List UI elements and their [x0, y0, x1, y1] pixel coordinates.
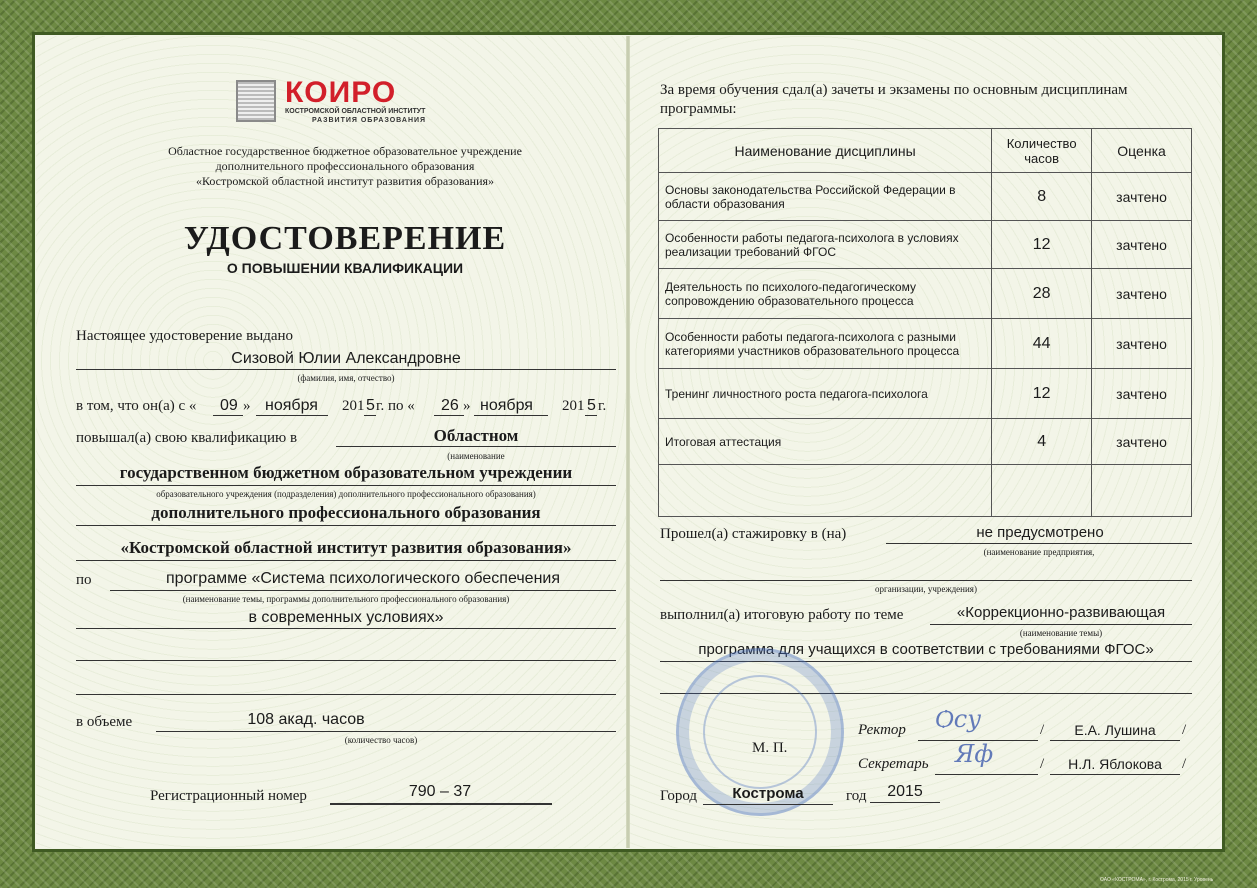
secretary-name: Н.Л. Яблокова	[1068, 756, 1162, 772]
secretary-label: Секретарь	[858, 756, 929, 772]
recipient-caption: (фамилия, имя, отчество)	[297, 373, 395, 383]
final-work-line-1: «Коррекционно-развивающая	[956, 604, 1166, 621]
exams-intro-2: программы:	[660, 101, 737, 117]
stamp-place-mp: М. П.	[752, 740, 788, 756]
table-row	[659, 319, 1192, 369]
internship-value: не предусмотрено	[976, 524, 1104, 541]
city-value: Кострома	[732, 785, 804, 802]
reg-label: Регистрационный номер	[150, 788, 307, 804]
institution-line-3: «Костромской областной институт развития образования»	[195, 174, 495, 188]
header-grade: Оценка	[1092, 129, 1192, 173]
year-value: 2015	[887, 783, 923, 800]
internship-caption-1: (наименование предприятия,	[983, 547, 1095, 557]
year-label: год	[846, 788, 867, 804]
start-month: ноября	[265, 397, 318, 414]
end-year-suffix: 5	[587, 397, 596, 414]
program-line-2: в современных условиях»	[248, 609, 444, 626]
discipline-grade: зачтено	[1092, 419, 1192, 465]
start-year-prefix: 201	[342, 398, 365, 414]
end-year-prefix: 201	[562, 398, 585, 414]
end-day: 26	[441, 397, 459, 414]
discipline-name: Тренинг личностного роста педагога-психолога	[659, 369, 992, 419]
discipline-hours: 8	[992, 173, 1092, 221]
logo-line-2: РАЗВИТИЯ ОБРАЗОВАНИЯ	[312, 117, 427, 124]
program-label: по	[76, 572, 92, 588]
volume-value: 108 акад. часов	[247, 711, 365, 728]
table-row-empty	[659, 465, 1192, 517]
start-day-close: »	[243, 398, 251, 414]
internship-label: Прошел(а) стажировку в (на)	[660, 526, 847, 542]
discipline-hours: 44	[992, 319, 1092, 369]
start-day: 09	[220, 397, 238, 414]
discipline-grade: зачтено	[1092, 369, 1192, 419]
institution-line-2: дополнительного профессионального образования	[215, 159, 475, 173]
discipline-grade: зачтено	[1092, 221, 1192, 269]
table-header-row	[659, 129, 1192, 173]
table-row	[659, 269, 1192, 319]
end-day-close: »	[463, 398, 471, 414]
volume-caption: (количество часов)	[344, 735, 418, 745]
document-subtitle: О ПОВЫШЕНИИ КВАЛИФИКАЦИИ	[226, 260, 464, 276]
discipline-hours: 28	[992, 269, 1092, 319]
table-row	[659, 369, 1192, 419]
org-line-2: государственном бюджетном образовательном учреждении	[119, 463, 573, 482]
document-title: УДОСТОВЕРЕНИЕ	[183, 220, 507, 257]
org-line-3: дополнительного профессионального образования	[151, 503, 541, 522]
end-month: ноября	[480, 397, 533, 414]
end-year-g: г.	[598, 398, 607, 414]
table-row	[659, 221, 1192, 269]
org-caption-1: (наименование	[447, 451, 505, 461]
discipline-name: Особенности работы педагога-психолога в условиях реализации требований ФГОС	[659, 221, 992, 269]
discipline-grade: зачтено	[1092, 319, 1192, 369]
program-line-1: программе «Система психологического обеспечения	[166, 570, 560, 587]
discipline-hours: 4	[992, 419, 1092, 465]
org-line-1: Областном	[433, 426, 519, 445]
final-work-caption: (наименование темы)	[1019, 628, 1103, 638]
issued-to-label: Настоящее удостоверение выдано	[76, 328, 294, 344]
period-prefix: в том, что он(а) с «	[76, 398, 197, 414]
start-year-suffix: 5	[366, 397, 375, 414]
recipient-name: Сизовой Юлии Александровне	[231, 350, 461, 367]
printer-imprint: ОАО «КОСТРОМА», г. Кострома, 2015 г. Уровень	[1100, 877, 1214, 883]
logo-name: КОИРО	[285, 76, 397, 109]
volume-label: в объеме	[76, 714, 133, 730]
discipline-name: Деятельность по психолого-педагогическому сопровождению образовательного процесса	[659, 269, 992, 319]
header-discipline: Наименование дисциплины	[659, 129, 992, 173]
logo-line-1: КОСТРОМСКОЙ ОБЛАСТНОЙ ИНСТИТУТ	[285, 108, 426, 115]
discipline-grade: зачтено	[1092, 269, 1192, 319]
discipline-hours: 12	[992, 369, 1092, 419]
logo-icon	[236, 80, 276, 122]
internship-caption-2: организации, учреждения)	[875, 584, 977, 594]
final-work-label: выполнил(а) итоговую работу по теме	[660, 607, 904, 623]
secretary-signature: Яф	[955, 740, 994, 768]
discipline-name: Особенности работы педагога-психолога с разными категориями участников образовательного процесса	[659, 319, 992, 369]
discipline-name: Основы законодательства Российской Федерации в области образования	[659, 173, 992, 221]
org-caption-2: образовательного учреждения (подразделения) дополнительного профессионального образования)	[156, 489, 536, 499]
exams-intro-1: За время обучения сдал(а) зачеты и экзамены по основным дисциплинам	[660, 82, 1128, 98]
disciplines-table	[658, 128, 1192, 517]
rector-name: Е.А. Лушина	[1074, 722, 1156, 738]
qualification-label: повышал(а) свою квалификацию в	[76, 430, 298, 446]
header-hours: Количество часов	[992, 129, 1092, 173]
discipline-hours: 12	[992, 221, 1092, 269]
org-line-4: «Костромской областной институт развития образования»	[120, 538, 572, 557]
city-label: Город	[660, 788, 698, 804]
discipline-name: Итоговая аттестация	[659, 419, 992, 465]
final-work-line-2: программа для учащихся в соответствии с требованиями ФГОС»	[698, 641, 1154, 658]
rector-signature: Ѻсу	[935, 705, 982, 733]
page-fold	[626, 36, 630, 848]
rector-label: Ректор	[858, 722, 906, 738]
table-row	[659, 419, 1192, 465]
institution-line-1: Областное государственное бюджетное образовательное учреждение	[168, 144, 522, 158]
program-caption: (наименование темы, программы дополнительного профессионального образования)	[182, 594, 510, 604]
reg-value: 790 – 37	[408, 783, 472, 800]
table-row	[659, 173, 1192, 221]
period-mid: г. по «	[376, 398, 415, 414]
discipline-grade: зачтено	[1092, 173, 1192, 221]
